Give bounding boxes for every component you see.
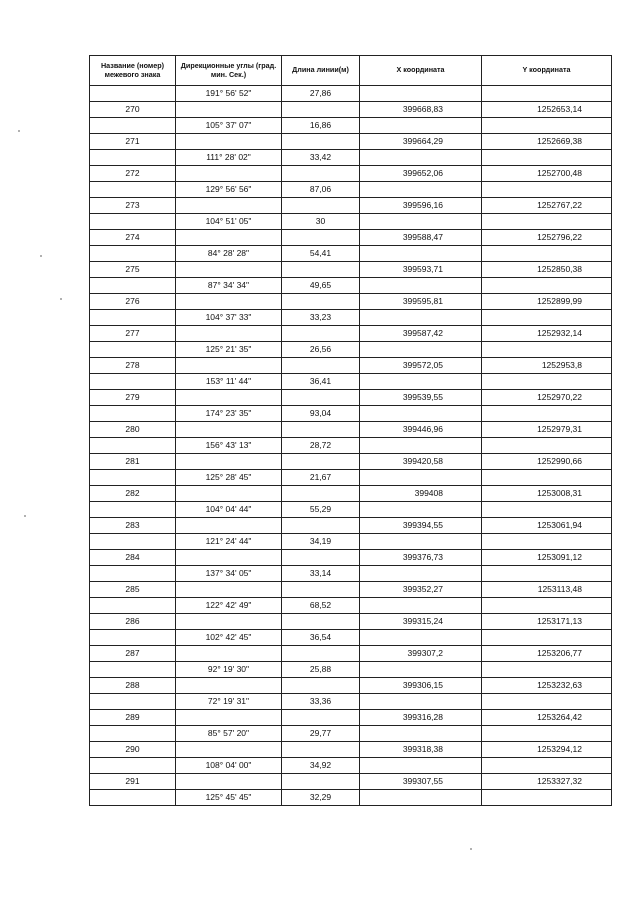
y-coordinate-cell: 1253171,13 — [482, 614, 612, 630]
y-coordinate-cell — [482, 534, 612, 550]
y-coordinate-cell — [482, 790, 612, 806]
x-coordinate-cell — [360, 598, 482, 614]
x-coordinate-cell — [360, 406, 482, 422]
line-length-cell: 29,77 — [282, 726, 360, 742]
line-length-cell: 68,52 — [282, 598, 360, 614]
y-coordinate-cell: 1253232,63 — [482, 678, 612, 694]
marker-name-cell — [90, 246, 176, 262]
line-length-cell: 34,92 — [282, 758, 360, 774]
x-coordinate-cell — [360, 502, 482, 518]
x-coordinate-cell — [360, 694, 482, 710]
direction-angle-cell — [176, 294, 282, 310]
y-coordinate-cell: 1253091,12 — [482, 550, 612, 566]
line-length-cell — [282, 326, 360, 342]
direction-angle-cell — [176, 454, 282, 470]
direction-angle-cell — [176, 326, 282, 342]
marker-name-cell: 272 — [90, 166, 176, 182]
boundary-point-row — [90, 614, 612, 630]
y-coordinate-cell — [482, 246, 612, 262]
line-length-cell — [282, 422, 360, 438]
marker-name-cell: 279 — [90, 390, 176, 406]
direction-angle-cell: 129° 56' 56" — [176, 182, 282, 198]
marker-name-cell: 288 — [90, 678, 176, 694]
boundary-point-row — [90, 678, 612, 694]
boundary-point-row — [90, 646, 612, 662]
direction-angle-cell — [176, 134, 282, 150]
direction-angle-cell: 153° 11' 44" — [176, 374, 282, 390]
direction-angle-cell: 92° 19' 30" — [176, 662, 282, 678]
line-length-cell: 49,65 — [282, 278, 360, 294]
direction-angle-cell: 85° 57' 20" — [176, 726, 282, 742]
direction-angle-cell — [176, 262, 282, 278]
marker-name-cell — [90, 278, 176, 294]
direction-angle-cell — [176, 390, 282, 406]
x-coordinate-cell — [360, 566, 482, 582]
y-coordinate-cell — [482, 726, 612, 742]
boundary-point-row — [90, 166, 612, 182]
marker-name-cell: 287 — [90, 646, 176, 662]
boundary-point-row — [90, 454, 612, 470]
boundary-point-row — [90, 326, 612, 342]
y-coordinate-cell — [482, 150, 612, 166]
line-length-cell — [282, 774, 360, 790]
marker-name-cell — [90, 470, 176, 486]
x-coordinate-cell — [360, 214, 482, 230]
marker-name-cell — [90, 374, 176, 390]
direction-angle-cell — [176, 230, 282, 246]
line-length-cell — [282, 646, 360, 662]
boundary-point-row — [90, 422, 612, 438]
x-coordinate-cell: 399446,96 — [360, 422, 482, 438]
x-coordinate-cell — [360, 150, 482, 166]
marker-name-cell — [90, 150, 176, 166]
y-coordinate-cell: 1253008,31 — [482, 486, 612, 502]
marker-name-cell: 280 — [90, 422, 176, 438]
line-length-cell: 32,29 — [282, 790, 360, 806]
line-length-cell — [282, 294, 360, 310]
direction-angle-cell: 105° 37' 07" — [176, 118, 282, 134]
y-coordinate-cell — [482, 630, 612, 646]
y-coordinate-cell: 1252970,22 — [482, 390, 612, 406]
table-header-row — [90, 56, 612, 86]
line-length-cell — [282, 550, 360, 566]
boundary-point-row — [90, 486, 612, 502]
marker-name-cell — [90, 406, 176, 422]
boundary-segment-row — [90, 438, 612, 454]
marker-name-cell — [90, 790, 176, 806]
direction-angle-cell — [176, 582, 282, 598]
x-coordinate-cell — [360, 790, 482, 806]
boundary-segment-row — [90, 86, 612, 102]
y-coordinate-cell: 1252796,22 — [482, 230, 612, 246]
x-coordinate-cell: 399588,47 — [360, 230, 482, 246]
boundary-segment-row — [90, 566, 612, 582]
y-coordinate-cell: 1253294,12 — [482, 742, 612, 758]
boundary-point-row — [90, 358, 612, 374]
y-coordinate-cell — [482, 758, 612, 774]
x-coordinate-cell — [360, 758, 482, 774]
direction-angle-cell — [176, 518, 282, 534]
y-coordinate-cell: 1253113,48 — [482, 582, 612, 598]
boundary-segment-row — [90, 470, 612, 486]
direction-angle-cell: 125° 45' 45" — [176, 790, 282, 806]
marker-name-cell — [90, 662, 176, 678]
line-length-cell: 33,36 — [282, 694, 360, 710]
direction-angle-cell: 174° 23' 35" — [176, 406, 282, 422]
direction-angle-cell: 125° 21' 35" — [176, 342, 282, 358]
x-coordinate-cell — [360, 86, 482, 102]
x-coordinate-cell — [360, 182, 482, 198]
line-length-cell: 55,29 — [282, 502, 360, 518]
header-direction-angle: Дирекционные углы (град. мин. Сек.) — [176, 56, 282, 86]
y-coordinate-cell: 1252700,48 — [482, 166, 612, 182]
line-length-cell: 33,14 — [282, 566, 360, 582]
direction-angle-cell — [176, 646, 282, 662]
marker-name-cell: 273 — [90, 198, 176, 214]
direction-angle-cell: 156° 43' 13" — [176, 438, 282, 454]
boundary-segment-row — [90, 374, 612, 390]
line-length-cell — [282, 678, 360, 694]
y-coordinate-cell: 1252899,99 — [482, 294, 612, 310]
scan-speck — [60, 298, 62, 300]
x-coordinate-cell: 399539,55 — [360, 390, 482, 406]
marker-name-cell: 290 — [90, 742, 176, 758]
line-length-cell: 16,86 — [282, 118, 360, 134]
y-coordinate-cell: 1253206,77 — [482, 646, 612, 662]
x-coordinate-cell — [360, 278, 482, 294]
scan-speck — [470, 848, 472, 850]
boundary-segment-row — [90, 150, 612, 166]
boundary-segment-row — [90, 662, 612, 678]
y-coordinate-cell: 1253327,32 — [482, 774, 612, 790]
marker-name-cell: 276 — [90, 294, 176, 310]
marker-name-cell: 291 — [90, 774, 176, 790]
x-coordinate-cell: 399316,28 — [360, 710, 482, 726]
y-coordinate-cell — [482, 470, 612, 486]
y-coordinate-cell — [482, 374, 612, 390]
line-length-cell: 27,86 — [282, 86, 360, 102]
x-coordinate-cell — [360, 342, 482, 358]
marker-name-cell: 271 — [90, 134, 176, 150]
header-line-length: Длина линии(м) — [282, 56, 360, 86]
boundary-point-row — [90, 742, 612, 758]
x-coordinate-cell: 399318,38 — [360, 742, 482, 758]
boundary-segment-row — [90, 118, 612, 134]
line-length-cell — [282, 198, 360, 214]
direction-angle-cell: 84° 28' 28" — [176, 246, 282, 262]
marker-name-cell: 283 — [90, 518, 176, 534]
line-length-cell: 93,04 — [282, 406, 360, 422]
line-length-cell: 87,06 — [282, 182, 360, 198]
y-coordinate-cell: 1252767,22 — [482, 198, 612, 214]
marker-name-cell — [90, 566, 176, 582]
line-length-cell: 25,88 — [282, 662, 360, 678]
scan-speck — [24, 515, 26, 517]
line-length-cell — [282, 102, 360, 118]
boundary-coordinates-table — [89, 55, 612, 806]
y-coordinate-cell — [482, 694, 612, 710]
direction-angle-cell — [176, 710, 282, 726]
x-coordinate-cell: 399307,2 — [360, 646, 482, 662]
direction-angle-cell — [176, 166, 282, 182]
x-coordinate-cell: 399595,81 — [360, 294, 482, 310]
boundary-segment-row — [90, 214, 612, 230]
marker-name-cell: 284 — [90, 550, 176, 566]
header-y-coordinate: Y координата — [482, 56, 612, 86]
marker-name-cell: 277 — [90, 326, 176, 342]
boundary-segment-row — [90, 502, 612, 518]
y-coordinate-cell — [482, 182, 612, 198]
marker-name-cell: 285 — [90, 582, 176, 598]
x-coordinate-cell — [360, 534, 482, 550]
direction-angle-cell: 104° 51' 05" — [176, 214, 282, 230]
y-coordinate-cell — [482, 566, 612, 582]
boundary-segment-row — [90, 310, 612, 326]
marker-name-cell — [90, 502, 176, 518]
marker-name-cell: 289 — [90, 710, 176, 726]
boundary-segment-row — [90, 278, 612, 294]
direction-angle-cell: 102° 42' 45" — [176, 630, 282, 646]
direction-angle-cell: 191° 56' 52" — [176, 86, 282, 102]
marker-name-cell: 270 — [90, 102, 176, 118]
boundary-segment-row — [90, 598, 612, 614]
marker-name-cell — [90, 630, 176, 646]
direction-angle-cell: 125° 28' 45" — [176, 470, 282, 486]
table-body — [90, 86, 612, 806]
y-coordinate-cell — [482, 118, 612, 134]
x-coordinate-cell — [360, 470, 482, 486]
x-coordinate-cell: 399420,58 — [360, 454, 482, 470]
x-coordinate-cell: 399352,27 — [360, 582, 482, 598]
y-coordinate-cell — [482, 214, 612, 230]
x-coordinate-cell — [360, 726, 482, 742]
marker-name-cell — [90, 214, 176, 230]
y-coordinate-cell — [482, 278, 612, 294]
boundary-segment-row — [90, 182, 612, 198]
direction-angle-cell: 104° 04' 44" — [176, 502, 282, 518]
x-coordinate-cell: 399572,05 — [360, 358, 482, 374]
line-length-cell — [282, 262, 360, 278]
x-coordinate-cell: 399306,15 — [360, 678, 482, 694]
marker-name-cell — [90, 534, 176, 550]
marker-name-cell — [90, 342, 176, 358]
boundary-point-row — [90, 134, 612, 150]
line-length-cell — [282, 518, 360, 534]
boundary-segment-row — [90, 694, 612, 710]
boundary-point-row — [90, 550, 612, 566]
marker-name-cell: 286 — [90, 614, 176, 630]
marker-name-cell — [90, 86, 176, 102]
boundary-segment-row — [90, 342, 612, 358]
line-length-cell: 54,41 — [282, 246, 360, 262]
boundary-point-row — [90, 390, 612, 406]
marker-name-cell: 281 — [90, 454, 176, 470]
line-length-cell: 33,23 — [282, 310, 360, 326]
marker-name-cell: 274 — [90, 230, 176, 246]
x-coordinate-cell — [360, 374, 482, 390]
y-coordinate-cell: 1252653,14 — [482, 102, 612, 118]
x-coordinate-cell: 399587,42 — [360, 326, 482, 342]
direction-angle-cell — [176, 486, 282, 502]
y-coordinate-cell — [482, 438, 612, 454]
boundary-segment-row — [90, 726, 612, 742]
line-length-cell — [282, 614, 360, 630]
marker-name-cell — [90, 598, 176, 614]
boundary-point-row — [90, 230, 612, 246]
boundary-segment-row — [90, 246, 612, 262]
line-length-cell — [282, 358, 360, 374]
x-coordinate-cell: 399652,06 — [360, 166, 482, 182]
direction-angle-cell: 111° 28' 02" — [176, 150, 282, 166]
line-length-cell — [282, 486, 360, 502]
y-coordinate-cell: 1253264,42 — [482, 710, 612, 726]
line-length-cell — [282, 134, 360, 150]
direction-angle-cell: 121° 24' 44" — [176, 534, 282, 550]
line-length-cell — [282, 390, 360, 406]
y-coordinate-cell: 1252979,31 — [482, 422, 612, 438]
y-coordinate-cell — [482, 406, 612, 422]
line-length-cell: 28,72 — [282, 438, 360, 454]
boundary-point-row — [90, 774, 612, 790]
x-coordinate-cell: 399315,24 — [360, 614, 482, 630]
direction-angle-cell: 104° 37' 33" — [176, 310, 282, 326]
y-coordinate-cell — [482, 310, 612, 326]
boundary-segment-row — [90, 790, 612, 806]
boundary-point-row — [90, 198, 612, 214]
line-length-cell — [282, 454, 360, 470]
x-coordinate-cell: 399394,55 — [360, 518, 482, 534]
line-length-cell — [282, 742, 360, 758]
direction-angle-cell — [176, 550, 282, 566]
x-coordinate-cell: 399376,73 — [360, 550, 482, 566]
x-coordinate-cell: 399593,71 — [360, 262, 482, 278]
boundary-segment-row — [90, 406, 612, 422]
direction-angle-cell — [176, 422, 282, 438]
boundary-point-row — [90, 582, 612, 598]
line-length-cell: 26,56 — [282, 342, 360, 358]
line-length-cell: 30 — [282, 214, 360, 230]
line-length-cell: 33,42 — [282, 150, 360, 166]
line-length-cell — [282, 166, 360, 182]
marker-name-cell: 282 — [90, 486, 176, 502]
x-coordinate-cell: 399307,55 — [360, 774, 482, 790]
direction-angle-cell: 72° 19' 31" — [176, 694, 282, 710]
y-coordinate-cell — [482, 598, 612, 614]
x-coordinate-cell — [360, 630, 482, 646]
boundary-point-row — [90, 710, 612, 726]
direction-angle-cell: 108° 04' 00" — [176, 758, 282, 774]
marker-name-cell: 275 — [90, 262, 176, 278]
y-coordinate-cell: 1252669,38 — [482, 134, 612, 150]
y-coordinate-cell: 1252932,14 — [482, 326, 612, 342]
line-length-cell — [282, 710, 360, 726]
x-coordinate-cell — [360, 246, 482, 262]
marker-name-cell: 278 — [90, 358, 176, 374]
boundary-point-row — [90, 102, 612, 118]
header-x-coordinate: X координата — [360, 56, 482, 86]
x-coordinate-cell: 399668,83 — [360, 102, 482, 118]
direction-angle-cell — [176, 358, 282, 374]
y-coordinate-cell — [482, 662, 612, 678]
marker-name-cell — [90, 182, 176, 198]
marker-name-cell — [90, 310, 176, 326]
scan-speck — [40, 255, 42, 257]
direction-angle-cell: 122° 42' 49" — [176, 598, 282, 614]
x-coordinate-cell — [360, 118, 482, 134]
line-length-cell: 36,54 — [282, 630, 360, 646]
direction-angle-cell: 87° 34' 34" — [176, 278, 282, 294]
y-coordinate-cell: 1252953,8 — [482, 358, 612, 374]
direction-angle-cell — [176, 742, 282, 758]
line-length-cell — [282, 230, 360, 246]
y-coordinate-cell — [482, 502, 612, 518]
marker-name-cell — [90, 694, 176, 710]
direction-angle-cell — [176, 102, 282, 118]
boundary-segment-row — [90, 630, 612, 646]
x-coordinate-cell — [360, 438, 482, 454]
line-length-cell: 34,19 — [282, 534, 360, 550]
line-length-cell: 36,41 — [282, 374, 360, 390]
boundary-segment-row — [90, 534, 612, 550]
direction-angle-cell — [176, 774, 282, 790]
direction-angle-cell: 137° 34' 05" — [176, 566, 282, 582]
line-length-cell — [282, 582, 360, 598]
boundary-point-row — [90, 518, 612, 534]
boundary-point-row — [90, 262, 612, 278]
header-marker-name: Название (номер) межевого знака — [90, 56, 176, 86]
x-coordinate-cell: 399664,29 — [360, 134, 482, 150]
direction-angle-cell — [176, 614, 282, 630]
marker-name-cell — [90, 726, 176, 742]
marker-name-cell — [90, 758, 176, 774]
marker-name-cell — [90, 118, 176, 134]
boundary-segment-row — [90, 758, 612, 774]
marker-name-cell — [90, 438, 176, 454]
boundary-point-row — [90, 294, 612, 310]
direction-angle-cell — [176, 198, 282, 214]
x-coordinate-cell: 399596,16 — [360, 198, 482, 214]
y-coordinate-cell: 1252990,66 — [482, 454, 612, 470]
y-coordinate-cell — [482, 342, 612, 358]
y-coordinate-cell — [482, 86, 612, 102]
x-coordinate-cell — [360, 310, 482, 326]
y-coordinate-cell: 1253061,94 — [482, 518, 612, 534]
y-coordinate-cell: 1252850,38 — [482, 262, 612, 278]
line-length-cell: 21,67 — [282, 470, 360, 486]
scan-speck — [18, 130, 20, 132]
x-coordinate-cell — [360, 662, 482, 678]
x-coordinate-cell: 399408 — [360, 486, 482, 502]
direction-angle-cell — [176, 678, 282, 694]
